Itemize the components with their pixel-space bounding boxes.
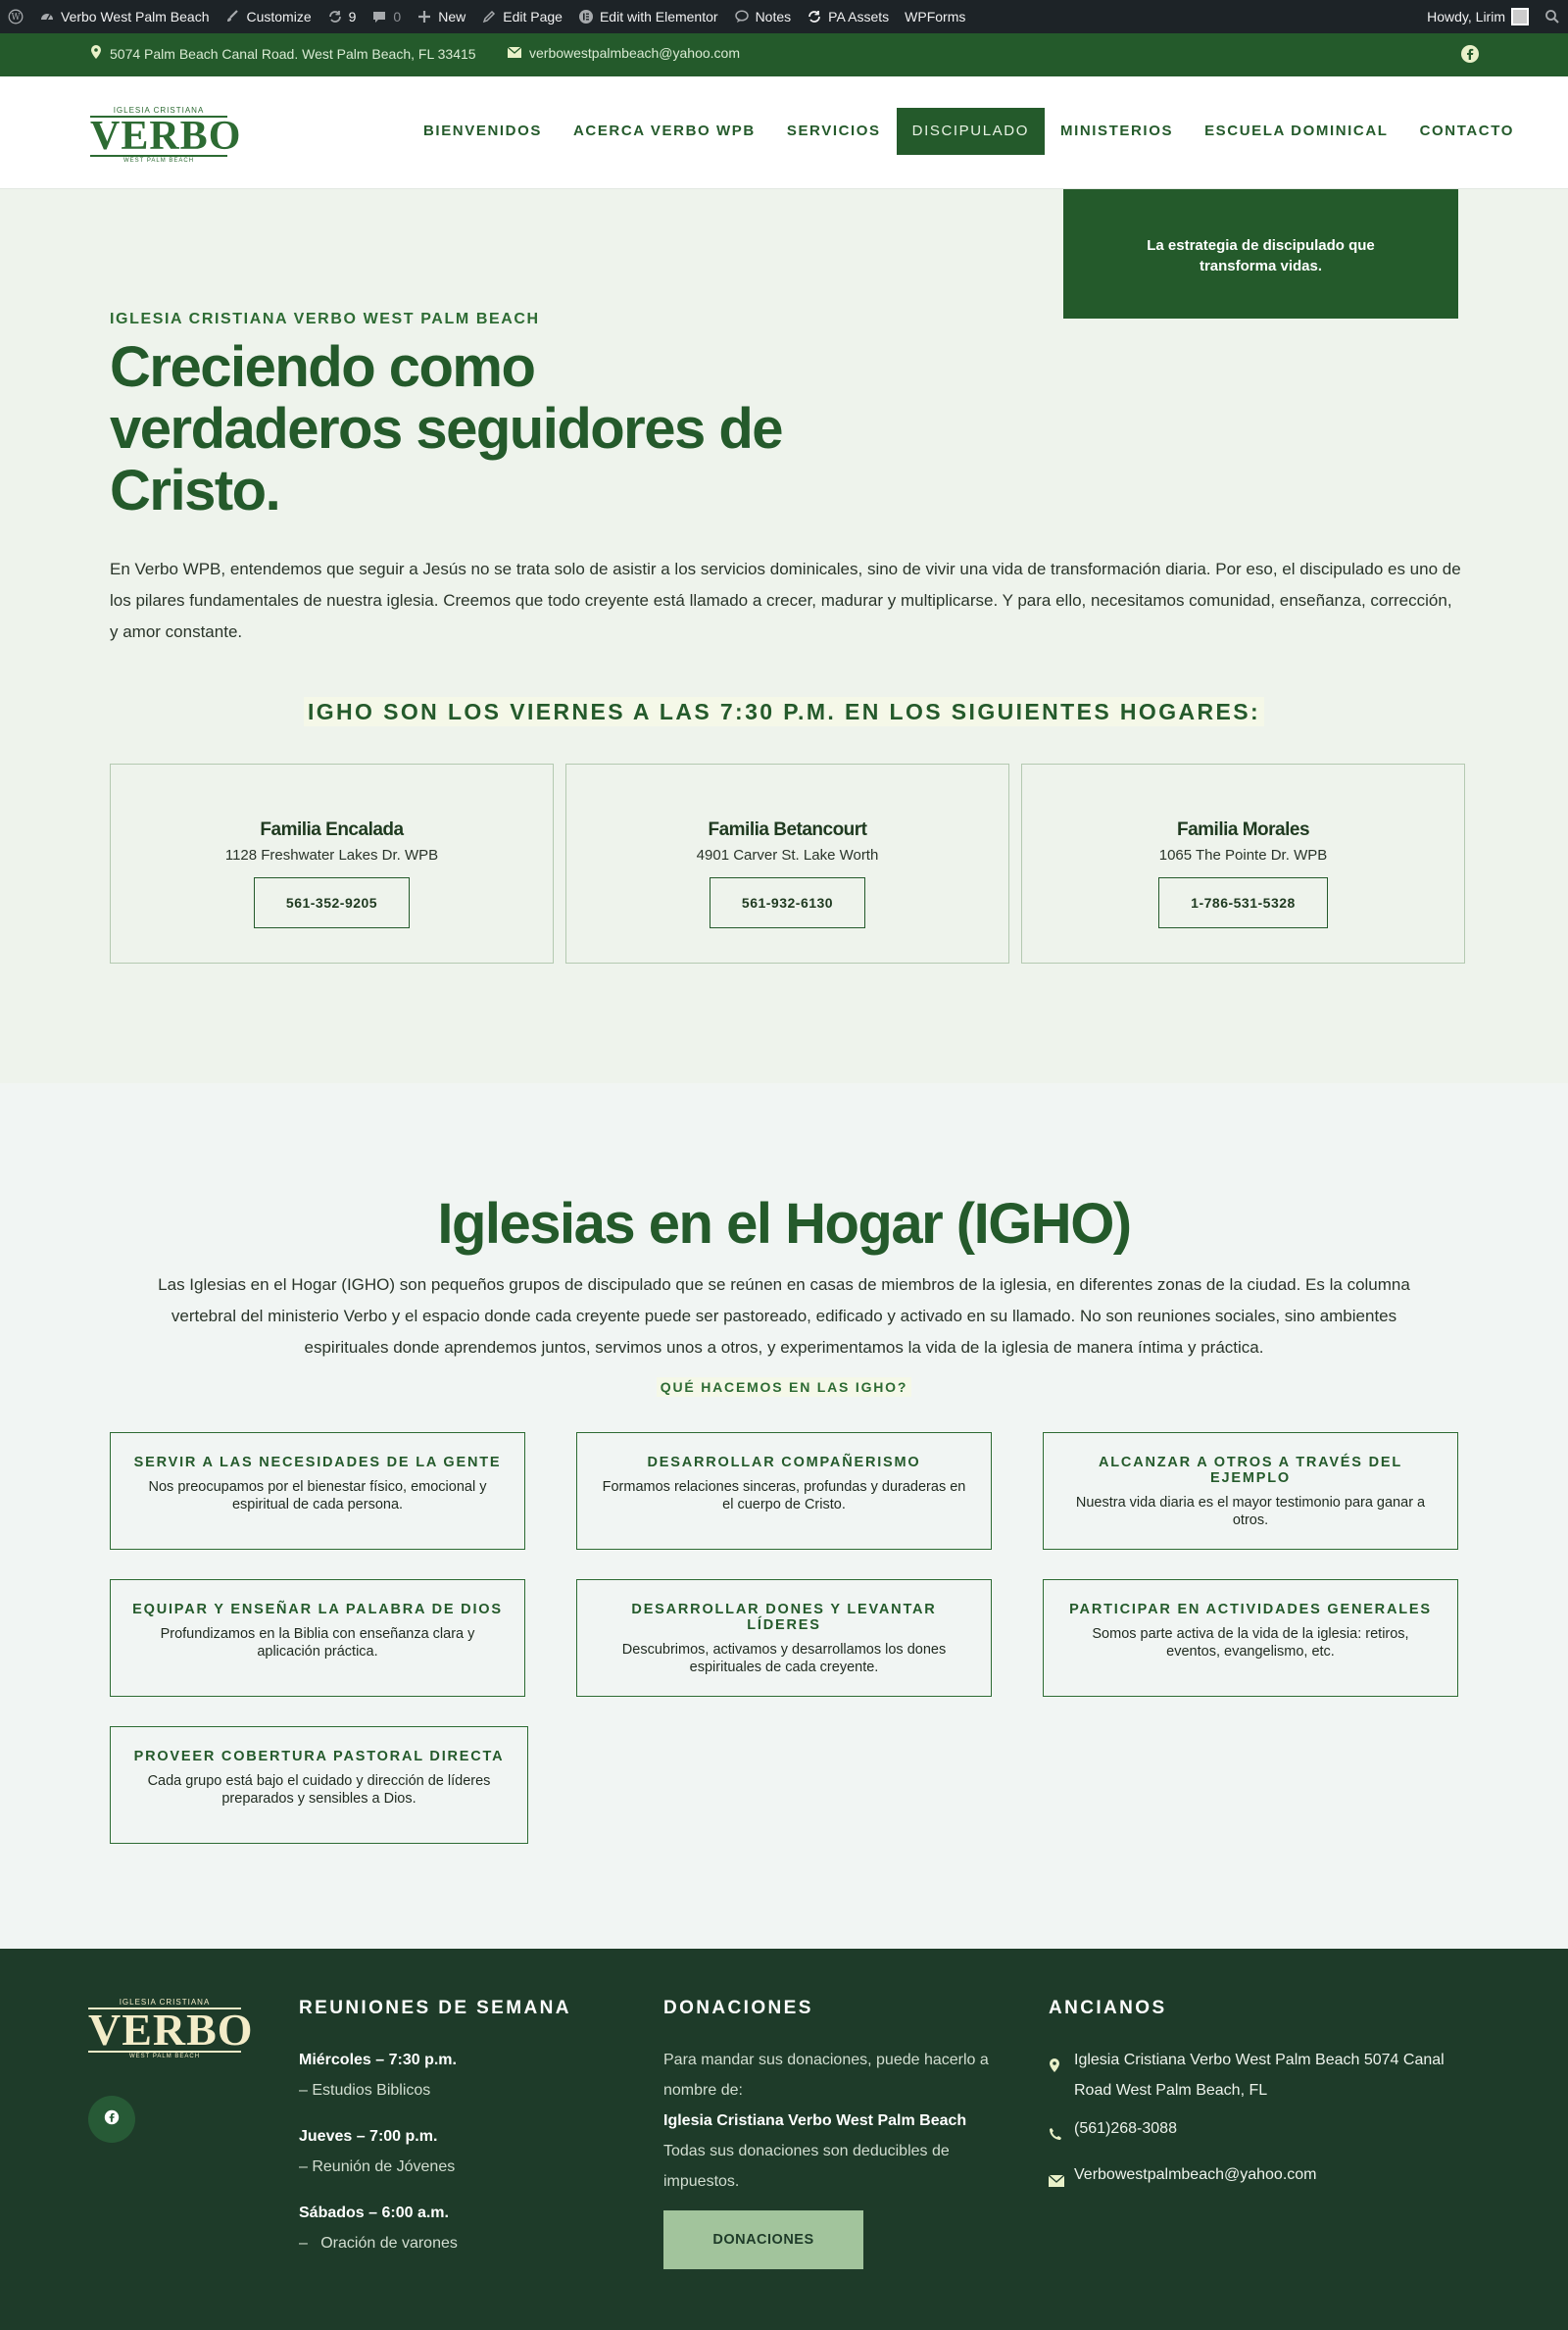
nav-item-bienvenidos[interactable]: BIENVENIDOS [423,123,542,139]
igho-card-title: DESARROLLAR COMPAÑERISMO [647,1455,921,1470]
meeting-event: – Estudios Biblicos [299,2082,431,2099]
logo-tiny-text: WEST PALM BEACH [128,2054,201,2059]
logo-big-text: VERBO [88,2005,254,2055]
home-address: 1065 The Pointe Dr. WPB [1158,847,1328,864]
meeting-event: – Oración de varones [299,2235,458,2252]
hero-kicker: IGLESIA CRISTIANA VERBO WEST PALM BEACH [110,311,540,327]
elders-address-row [1049,2045,1450,2106]
igho-title: Iglesias en el Hogar (IGHO) [437,1192,1131,1256]
howdy-label: Howdy, Lirim [1427,9,1505,25]
plus-icon [416,9,432,25]
pa-assets-link[interactable] [799,0,897,33]
map-pin-icon [90,45,102,62]
wp-admin-bar [0,0,1568,33]
logo-small-text: IGLESIA CRISTIANA [113,106,205,115]
site-footer [0,1949,1568,2330]
igho-card [576,1579,992,1697]
site-name-link[interactable] [31,0,217,33]
refresh-icon [807,9,822,25]
updates-count: 9 [348,9,357,25]
envelope-icon [1049,2159,1064,2198]
elementor-icon [578,9,594,25]
igho-card-desc: Cada grupo está bajo el cuidado y dirección de líderes preparados y sensibles a Dios. [147,1773,491,1807]
footer-donations [663,1998,1006,2269]
envelope-icon [508,45,521,61]
igho-card-desc: Somos parte activa de la vida de la iglesia: retiros, eventos, evangelismo, etc. [1092,1626,1409,1660]
donations-button[interactable]: DONACIONES [663,2210,863,2269]
edit-elementor-link[interactable] [570,0,726,33]
svg-text:W: W [11,13,21,24]
avatar [1511,8,1529,25]
footer-elders [1049,1998,1450,2206]
logo-big-text: VERBO [90,114,242,159]
comments-count: 0 [393,9,402,25]
dashboard-icon [39,9,55,25]
igho-card-title: DESARROLLAR DONES Y LEVANTAR LÍDERES [631,1602,937,1633]
customize-label: Customize [246,9,312,25]
footer-meetings [299,1998,571,2274]
nav-item-contacto[interactable]: CONTACTO [1419,123,1514,139]
elders-phone: (561)268-3088 [1074,2120,1177,2137]
site-header [0,76,1568,189]
edit-elementor-label: Edit with Elementor [599,9,718,25]
elders-email: Verbowestpalmbeach@yahoo.com [1074,2166,1317,2183]
nav-item-ministerios[interactable]: MINISTERIOS [1059,123,1174,139]
igho-card [110,1432,525,1550]
customize-link[interactable] [217,0,318,33]
top-address-text: 5074 Palm Beach Canal Road. West Palm Beach, FL 33415 [110,45,476,62]
igho-card [1043,1579,1458,1697]
igho-text: Las Iglesias en el Hogar (IGHO) son pequeños grupos de discipulado que se reúnen en casas de miembros de la iglesia, en diferentes zonas de la ciudad. Es la columna vertebral del ministerio Verbo y el espacio donde cada creyente puede ser pastoreado, edificado y activado en su llamado. No son reuniones sociales, sino ambientes espirituales donde aprendemos juntos, servimos unos a otros, y experimentamos la vida de la iglesia de manera íntima y práctica. [158,1275,1410,1357]
igho-subheading-text: QUÉ HACEMOS EN LAS IGHO? [657,1377,911,1397]
meeting-day: Jueves – 7:00 p.m. [299,2128,438,2145]
elders-phone-row[interactable] [1049,2113,1450,2152]
home-card [565,764,1009,964]
account-menu[interactable] [1419,0,1537,33]
home-name: Familia Encalada [260,819,404,840]
igho-subheading [0,1379,1568,1397]
home-address: 4901 Carver St. Lake Worth [696,847,879,864]
top-info-bar [0,33,1568,76]
search-icon [1544,9,1560,25]
hero-title: Creciendo como verdaderos seguidores de Cristo. [110,335,783,522]
hero-section [0,189,1568,1083]
site-name-label: Verbo West Palm Beach [61,9,210,25]
elders-email-row[interactable] [1049,2159,1450,2198]
igho-card-desc: Profundizamos en la Biblia con enseñanza clara y aplicación práctica. [160,1626,475,1660]
nav-item-acerca[interactable]: ACERCA VERBO WPB [572,123,756,139]
hero-callout-box [1063,189,1458,319]
facebook-icon[interactable] [1460,44,1480,64]
admin-search-button[interactable] [1537,0,1568,33]
donations-text [663,2045,1006,2197]
wpforms-label: WPForms [905,9,966,25]
new-content-link[interactable] [409,0,473,33]
hero-callout-text: La estrategia de discipulado que transforma vidas. [1147,237,1375,274]
footer-facebook-button[interactable] [88,2096,135,2143]
schedule-heading-text: IGHO SON LOS VIERNES A LAS 7:30 P.M. EN LOS SIGUIENTES HOGARES: [304,697,1264,726]
igho-card-desc: Nos preocupamos por el bienestar físico, emocional y espiritual de cada persona. [148,1479,487,1512]
meeting-day: Sábados – 6:00 a.m. [299,2205,449,2221]
map-pin-icon [1049,2045,1064,2106]
wordpress-icon [8,9,24,25]
igho-card [576,1432,992,1550]
main-nav [408,108,1530,155]
igho-card-title: ALCANZAR A OTROS A TRAVÉS DEL EJEMPLO [1099,1455,1402,1486]
nav-item-discipulado[interactable]: DISCIPULADO [897,108,1045,155]
homes-list [110,764,1465,964]
elders-contact [1049,2045,1450,2198]
new-label: New [438,9,466,25]
donations-note: Todas sus donaciones son deducibles de impuestos. [663,2143,950,2190]
donations-heading: DONACIONES [663,1998,813,2018]
igho-card [110,1579,525,1697]
notes-link[interactable] [726,0,800,33]
donations-name: Iglesia Cristiana Verbo West Palm Beach [663,2112,967,2129]
site-logo[interactable] [90,106,242,164]
facebook-icon [104,2109,120,2130]
igho-section [0,1083,1568,1949]
igho-card-title: SERVIR A LAS NECESIDADES DE LA GENTE [133,1455,502,1470]
edit-page-link[interactable] [473,0,570,33]
igho-card-desc: Formamos relaciones sinceras, profundas y duraderas en el cuerpo de Cristo. [602,1479,966,1512]
speech-bubble-icon [734,9,750,25]
donations-intro: Para mandar sus donaciones, puede hacerlo a nombre de: [663,2052,989,2099]
igho-card [110,1726,528,1844]
elders-address: Iglesia Cristiana Verbo West Palm Beach 5074 Canal Road West Palm Beach, FL [1074,2052,1445,2099]
logo-small-text: IGLESIA CRISTIANA [119,1998,211,2007]
meetings-heading: REUNIONES DE SEMANA [299,1998,571,2018]
igho-card-title: PARTICIPAR EN ACTIVIDADES GENERALES [1069,1602,1432,1617]
igho-card-title: EQUIPAR Y ENSEÑAR LA PALABRA DE DIOS [132,1602,503,1617]
home-address: 1128 Freshwater Lakes Dr. WPB [224,847,439,864]
updates-link[interactable] [319,0,365,33]
home-phone-button[interactable]: 561-352-9205 [254,877,410,928]
hero-text: En Verbo WPB, entendemos que seguir a Jesús no se trata solo de asistir a los servicios dominicales, sino de vivir una vida de transformación diaria. Por eso, el discipulado es uno de los pilares fundamentales de nuestra iglesia. Creemos que todo creyente está llamado a crecer, madurar y multiplicarse. Y para ello, necesitamos comunidad, enseñanza, corrección, y amor constante. [110,560,1461,641]
notes-label: Notes [755,9,792,25]
wpforms-link[interactable] [897,0,973,33]
nav-item-escuela-dominical[interactable]: ESCUELA DOMINICAL [1204,123,1389,139]
home-card [110,764,554,964]
igho-card-desc: Descubrimos, activamos y desarrollamos los dones espirituales de cada creyente. [621,1642,947,1675]
footer-logo[interactable] [88,1998,254,2060]
home-name: Familia Betancourt [708,819,867,840]
meeting-event: – Reunión de Jóvenes [299,2158,456,2175]
elders-heading: ANCIANOS [1049,1998,1167,2018]
updates-icon [327,9,343,25]
home-phone-button[interactable]: 561-932-6130 [710,877,865,928]
igho-card-title: PROVEER COBERTURA PASTORAL DIRECTA [133,1749,505,1764]
phone-icon [1049,2113,1064,2152]
meeting-day: Miércoles – 7:30 p.m. [299,2052,457,2068]
pencil-icon [481,9,497,25]
comment-icon [371,9,387,25]
comments-link[interactable] [364,0,409,33]
pa-assets-label: PA Assets [828,9,890,25]
top-email-text: verbowestpalmbeach@yahoo.com [529,45,740,61]
nav-item-servicios[interactable]: SERVICIOS [786,123,881,139]
igho-card-desc: Nuestra vida diaria es el mayor testimonio para ganar a otros. [1075,1495,1426,1528]
home-card [1021,764,1465,964]
schedule-heading [0,699,1568,725]
brush-icon [224,9,240,25]
meetings-list [299,2045,571,2258]
wordpress-logo-button[interactable] [0,0,31,33]
logo-tiny-text: WEST PALM BEACH [122,158,195,164]
top-address [90,45,476,62]
edit-page-label: Edit Page [503,9,563,25]
igho-card [1043,1432,1458,1550]
home-phone-button[interactable]: 1-786-531-5328 [1158,877,1328,928]
top-email[interactable] [508,45,740,61]
home-name: Familia Morales [1176,819,1310,840]
